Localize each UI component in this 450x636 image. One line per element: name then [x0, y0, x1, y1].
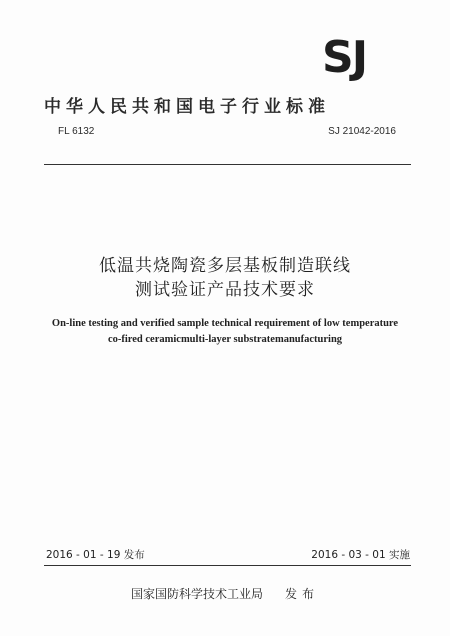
- chinese-title-line-2: 测试验证产品技术要求: [135, 280, 315, 300]
- top-divider: [44, 164, 411, 165]
- standard-number: SJ 21042-2016: [328, 126, 396, 137]
- issued-label: 发布: [285, 587, 320, 601]
- sj-logo: SJ: [322, 32, 367, 83]
- classification-code: FL 6132: [58, 126, 95, 137]
- english-title-line-2: co-fired ceramicmulti-layer substratemanufacturing: [107, 334, 343, 345]
- bottom-divider: [44, 565, 411, 566]
- chinese-title-line-1: 低温共烧陶瓷多层基板制造联线: [99, 256, 351, 276]
- issuing-authority: 国家国防科学技术工业局: [130, 587, 263, 601]
- implementation-date: 2016 - 03 - 01 实施: [311, 549, 410, 561]
- release-date: 2016 - 01 - 19 发布: [46, 549, 145, 561]
- issuer-line: [0, 585, 450, 602]
- english-title-line-1: On-line testing and verified sample technical requirement of low temperature: [51, 318, 399, 329]
- standard-category-title: 中华人民共和国电子行业标准: [44, 97, 330, 117]
